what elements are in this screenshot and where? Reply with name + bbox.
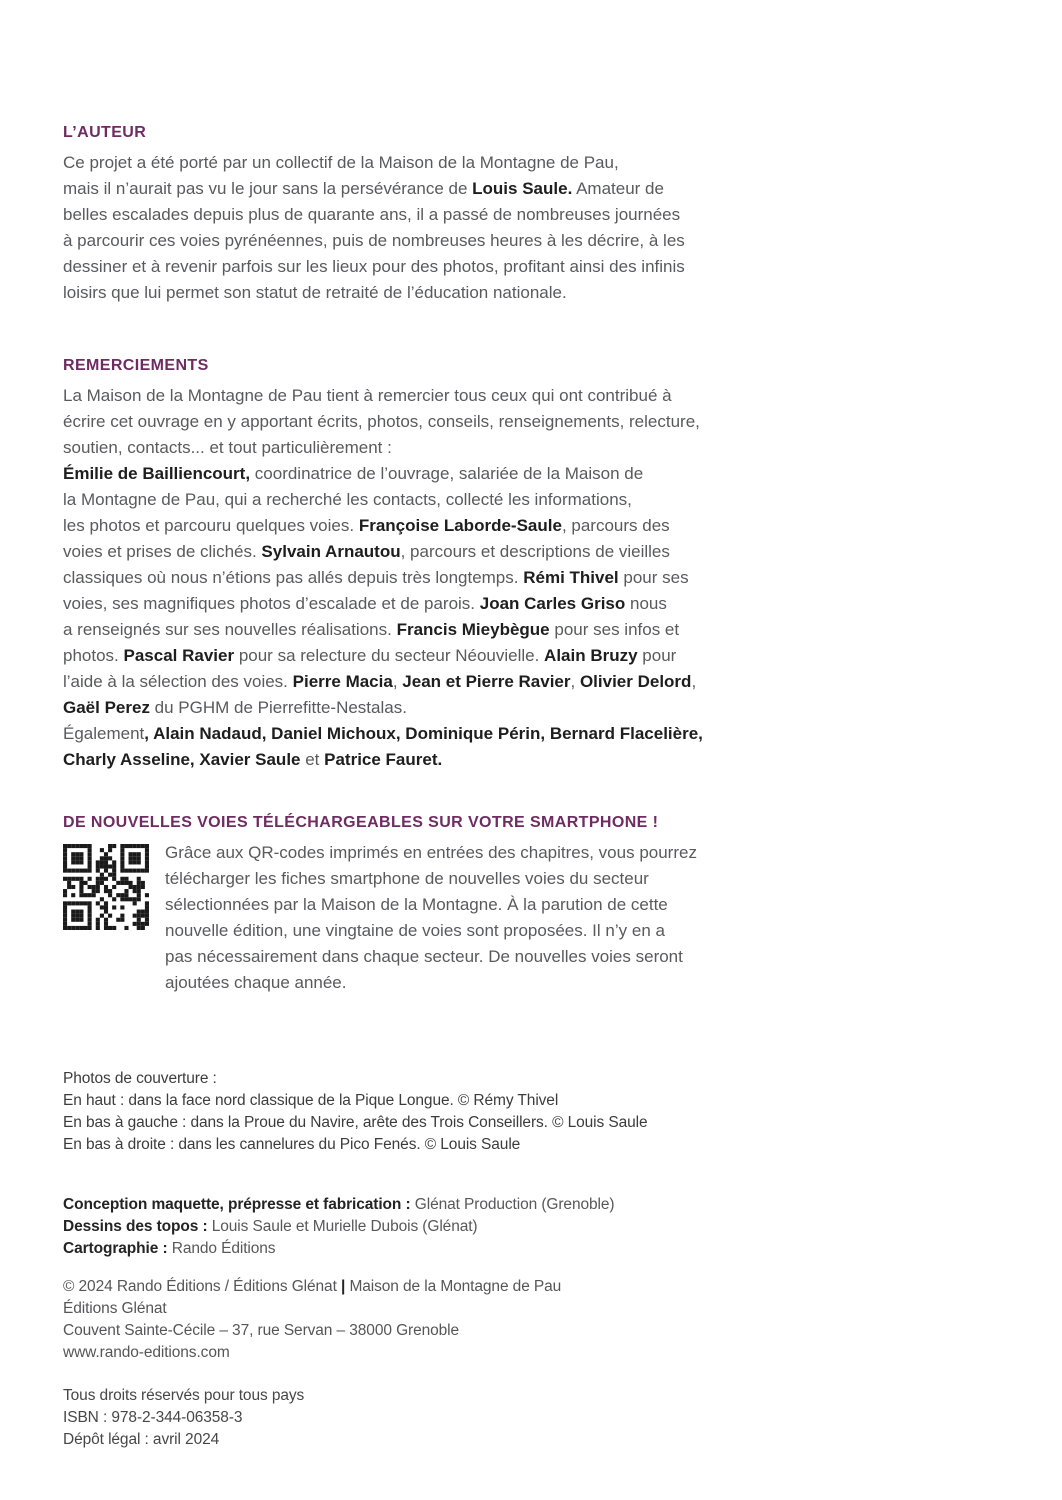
text-line: pas nécessairement dans chaque secteur. De nouvelles voies seront — [165, 947, 683, 966]
text-line: En haut : dans la face nord classique de la Pique Longue. © Rémy Thivel — [63, 1092, 559, 1109]
text-line: Charly Asseline, Xavier Saule et Patrice Fauret. — [63, 750, 443, 769]
text-line: nouvelle édition, une vingtaine de voies sont proposées. Il n’y en a — [165, 921, 665, 940]
author-paragraph — [63, 150, 1002, 306]
text-line: télécharger les fiches smartphone de nouvelles voies du secteur — [165, 869, 649, 888]
smartphone-paragraph — [165, 840, 697, 996]
text-line: l’aide à la sélection des voies. Pierre Macia, Jean et Pierre Ravier, Olivier Delord, — [63, 672, 697, 691]
text-line: Couvent Sainte-Cécile – 37, rue Servan – 38000 Grenoble — [63, 1322, 460, 1339]
text-line: Tous droits réservés pour tous pays — [63, 1387, 305, 1404]
copyright-paragraph — [63, 1276, 1002, 1364]
text-line: a renseignés sur ses nouvelles réalisations. Francis Mieybègue pour ses infos et — [63, 620, 680, 639]
text-line: voies et prises de clichés. Sylvain Arnautou, parcours et descriptions de vieilles — [63, 542, 670, 561]
text-line: mais il n’aurait pas vu le jour sans la persévérance de Louis Saule. Amateur de — [63, 179, 664, 198]
text-line: les photos et parcouru quelques voies. Françoise Laborde-Saule, parcours des — [63, 516, 670, 535]
text-line: la Montagne de Pau, qui a recherché les contacts, collecté les informations, — [63, 490, 632, 509]
text-line: Gaël Perez du PGHM de Pierrefitte-Nestalas. — [63, 698, 407, 717]
text-line: à parcourir ces voies pyrénéennes, puis de nombreuses heures à les décrire, à les — [63, 231, 685, 250]
section-smartphone-downloads — [63, 814, 1002, 996]
text-line: Photos de couverture : — [63, 1070, 217, 1087]
text-line: loisirs que lui permet son statut de retraité de l’éducation nationale. — [63, 283, 567, 302]
acknowledgements-paragraph — [63, 383, 1002, 773]
smartphone-row — [63, 840, 1002, 996]
text-line: belles escalades depuis plus de quarante ans, il a passé de nombreuses journées — [63, 205, 681, 224]
text-line: Conception maquette, prépresse et fabrication : Glénat Production (Grenoble) — [63, 1196, 615, 1213]
text-line: La Maison de la Montagne de Pau tient à remercier tous ceux qui ont contribué à — [63, 386, 672, 405]
text-line: ISBN : 978-2-344-06358-3 — [63, 1409, 243, 1426]
text-line: soutien, contacts... et tout particulièrement : — [63, 438, 392, 457]
text-line: photos. Pascal Ravier pour sa relecture du secteur Néouvielle. Alain Bruzy pour — [63, 646, 677, 665]
text-line: Éditions Glénat — [63, 1300, 167, 1317]
credits-paragraph — [63, 1194, 1002, 1260]
smartphone-heading: DE NOUVELLES VOIES TÉLÉCHARGEABLES SUR VOTRE SMARTPHONE ! — [63, 814, 659, 831]
text-line: classiques où nous n’étions pas allés depuis très longtemps. Rémi Thivel pour ses — [63, 568, 689, 587]
text-line: sélectionnées par la Maison de la Montagne. À la parution de cette — [165, 895, 668, 914]
text-line: dessiner et à revenir parfois sur les lieux pour des photos, profitant ainsi des infinis — [63, 257, 685, 276]
section-cover-photos — [63, 1068, 1002, 1156]
section-copyright — [63, 1276, 1002, 1364]
legal-paragraph — [63, 1385, 1002, 1451]
qr-code-image — [63, 844, 149, 930]
acknowledgements-heading: REMERCIEMENTS — [63, 357, 209, 374]
text-line: Dessins des topos : Louis Saule et Murielle Dubois (Glénat) — [63, 1218, 478, 1235]
text-line: © 2024 Rando Éditions / Éditions Glénat | Maison de la Montagne de Pau — [63, 1278, 562, 1295]
text-line: Dépôt légal : avril 2024 — [63, 1431, 220, 1448]
text-line: En bas à droite : dans les cannelures du Pico Fenés. © Louis Saule — [63, 1136, 521, 1153]
text-line: En bas à gauche : dans la Proue du Navire, arête des Trois Conseillers. © Louis Saule — [63, 1114, 648, 1131]
text-line: Ce projet a été porté par un collectif de la Maison de la Montagne de Pau, — [63, 153, 619, 172]
text-line: Émilie de Bailliencourt, coordinatrice de l’ouvrage, salariée de la Maison de — [63, 464, 644, 483]
section-legal — [63, 1385, 1002, 1451]
text-line: www.rando-editions.com — [63, 1344, 230, 1361]
author-heading: L’AUTEUR — [63, 124, 147, 141]
text-line: Également, Alain Nadaud, Daniel Michoux, Dominique Périn, Bernard Flacelière, — [63, 724, 703, 743]
text-line: écrire cet ouvrage en y apportant écrits, photos, conseils, renseignements, relecture, — [63, 412, 700, 431]
text-line: Cartographie : Rando Éditions — [63, 1240, 276, 1257]
text-line: voies, ses magnifiques photos d’escalade et de parois. Joan Carles Griso nous — [63, 594, 667, 613]
section-production-credits — [63, 1194, 1002, 1260]
cover-photos-paragraph — [63, 1068, 1002, 1156]
text-line: Grâce aux QR-codes imprimés en entrées des chapitres, vous pourrez — [165, 843, 697, 862]
section-author — [63, 124, 1002, 306]
text-line: ajoutées chaque année. — [165, 973, 347, 992]
section-acknowledgements — [63, 357, 1002, 773]
